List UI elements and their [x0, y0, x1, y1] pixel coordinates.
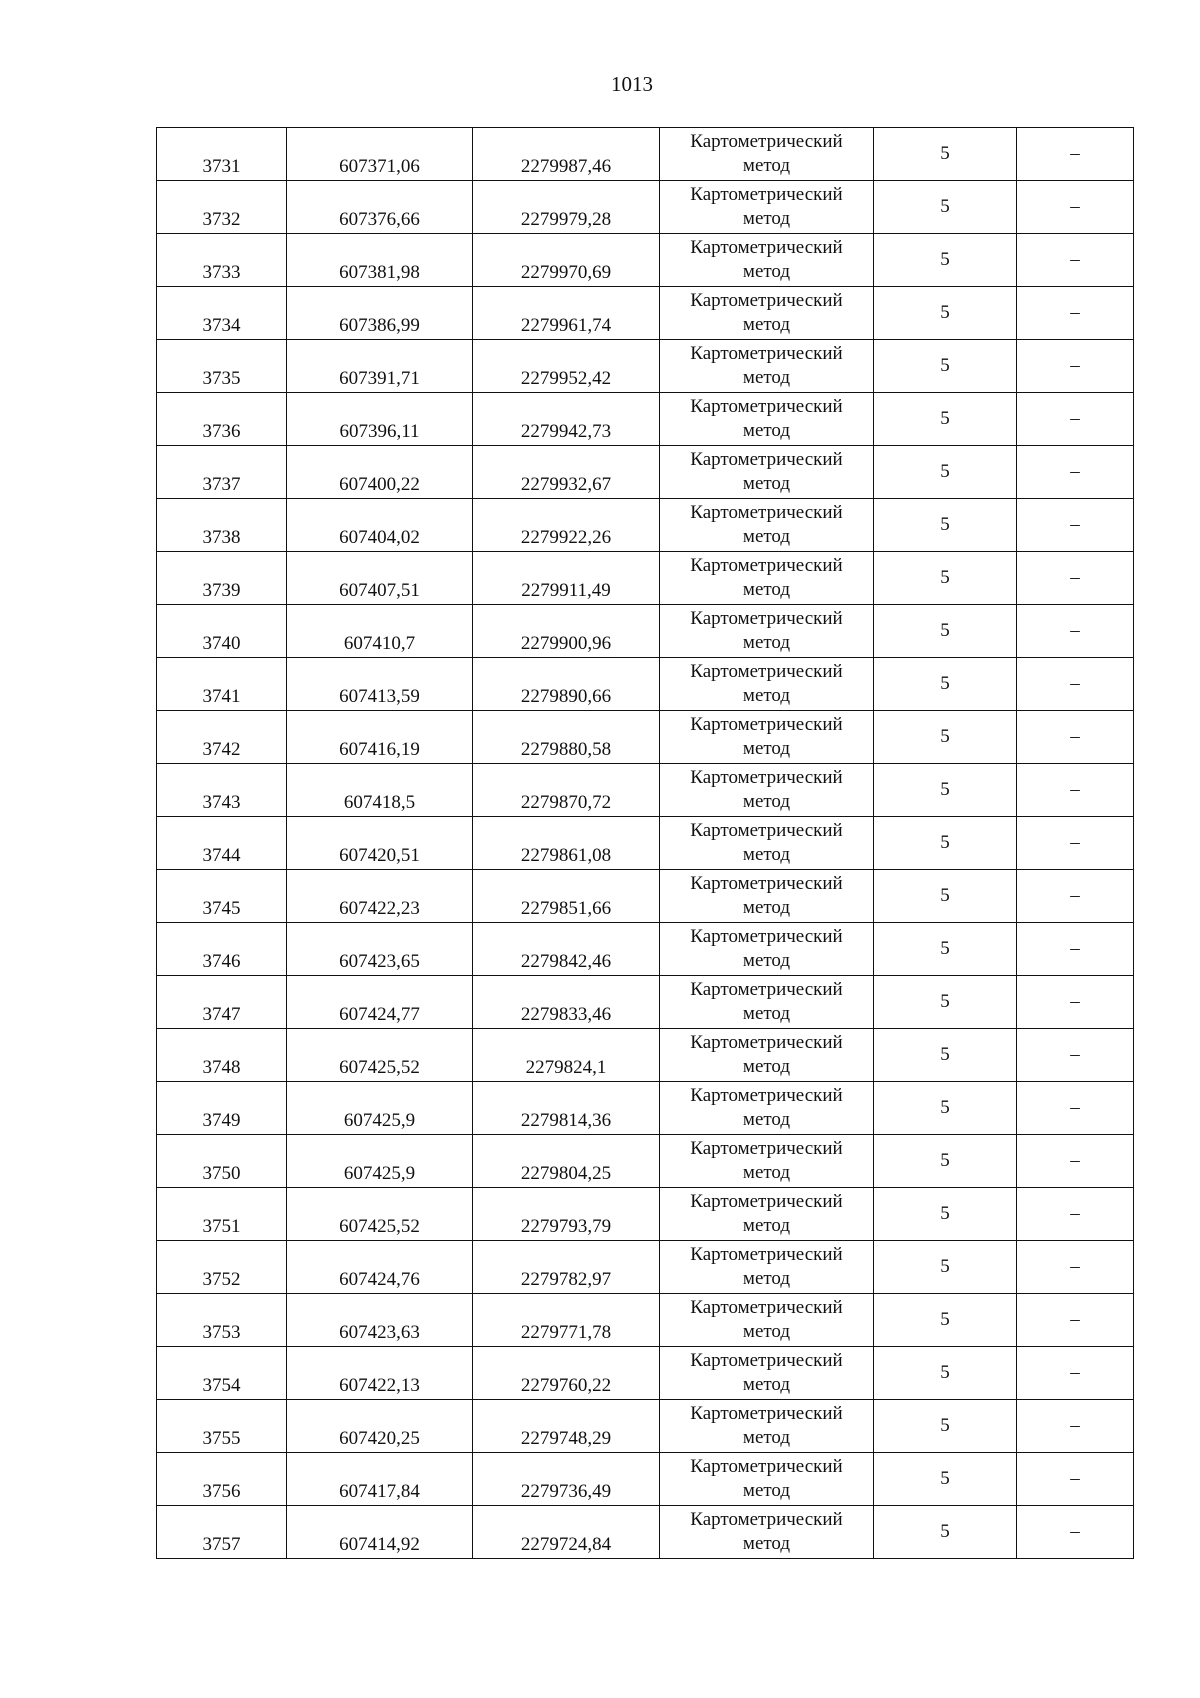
note-cell: –: [1017, 1294, 1134, 1347]
point-number-cell: 3756: [157, 1453, 287, 1506]
page-number: 1013: [611, 72, 653, 96]
x-coordinate-cell: 607422,23: [287, 870, 473, 923]
accuracy-cell: 5: [874, 1082, 1017, 1135]
note-cell: –: [1017, 340, 1134, 393]
method-cell: [660, 923, 874, 976]
x-coordinate-cell: 607391,71: [287, 340, 473, 393]
method-cell: [660, 234, 874, 287]
method-line-1: Картометрический: [690, 661, 843, 682]
accuracy-cell: 5: [874, 1453, 1017, 1506]
y-coordinate-cell: 2279970,69: [473, 234, 660, 287]
x-coordinate-cell: 607407,51: [287, 552, 473, 605]
method-cell: [660, 817, 874, 870]
note-cell: –: [1017, 976, 1134, 1029]
table-row: [157, 1029, 1134, 1082]
method-cell: [660, 1506, 874, 1559]
method-line-2: метод: [742, 1162, 791, 1183]
method-line-1: Картометрический: [690, 1509, 843, 1530]
method-cell: [660, 764, 874, 817]
note-cell: –: [1017, 1029, 1134, 1082]
y-coordinate-cell: 2279942,73: [473, 393, 660, 446]
y-coordinate-cell: 2279987,46: [473, 128, 660, 181]
y-coordinate-cell: 2279736,49: [473, 1453, 660, 1506]
table-row: [157, 817, 1134, 870]
point-number-cell: 3738: [157, 499, 287, 552]
y-coordinate-cell: 2279851,66: [473, 870, 660, 923]
x-coordinate-cell: 607424,77: [287, 976, 473, 1029]
method-cell: [660, 446, 874, 499]
point-number-cell: 3743: [157, 764, 287, 817]
table-row: [157, 499, 1134, 552]
table-row: [157, 1082, 1134, 1135]
method-line-2: метод: [742, 261, 791, 282]
method-cell: [660, 711, 874, 764]
point-number-cell: 3747: [157, 976, 287, 1029]
y-coordinate-cell: 2279890,66: [473, 658, 660, 711]
note-cell: –: [1017, 446, 1134, 499]
method-line-1: Картометрический: [690, 608, 843, 629]
x-coordinate-cell: 607423,63: [287, 1294, 473, 1347]
method-cell: [660, 1029, 874, 1082]
y-coordinate-cell: 2279922,26: [473, 499, 660, 552]
method-line-1: Картометрический: [690, 926, 843, 947]
method-line-1: Картометрический: [690, 767, 843, 788]
point-number-cell: 3742: [157, 711, 287, 764]
method-line-1: Картометрический: [690, 873, 843, 894]
accuracy-cell: 5: [874, 1347, 1017, 1400]
accuracy-cell: 5: [874, 923, 1017, 976]
method-line-2: метод: [742, 738, 791, 759]
point-number-cell: 3745: [157, 870, 287, 923]
method-cell: [660, 1241, 874, 1294]
table-row: [157, 1453, 1134, 1506]
y-coordinate-cell: 2279961,74: [473, 287, 660, 340]
table-row: [157, 1347, 1134, 1400]
accuracy-cell: 5: [874, 1241, 1017, 1294]
method-line-1: Картометрический: [690, 1403, 843, 1424]
note-cell: –: [1017, 234, 1134, 287]
accuracy-cell: 5: [874, 1135, 1017, 1188]
accuracy-cell: 5: [874, 1506, 1017, 1559]
accuracy-cell: 5: [874, 446, 1017, 499]
y-coordinate-cell: 2279842,46: [473, 923, 660, 976]
note-cell: –: [1017, 1400, 1134, 1453]
note-cell: –: [1017, 923, 1134, 976]
point-number-cell: 3746: [157, 923, 287, 976]
table-row: [157, 764, 1134, 817]
y-coordinate-cell: 2279861,08: [473, 817, 660, 870]
x-coordinate-cell: 607420,51: [287, 817, 473, 870]
method-cell: [660, 1082, 874, 1135]
x-coordinate-cell: 607424,76: [287, 1241, 473, 1294]
table-row: [157, 1294, 1134, 1347]
accuracy-cell: 5: [874, 658, 1017, 711]
note-cell: –: [1017, 1082, 1134, 1135]
point-number-cell: 3735: [157, 340, 287, 393]
accuracy-cell: 5: [874, 1029, 1017, 1082]
table-row: [157, 658, 1134, 711]
point-number-cell: 3741: [157, 658, 287, 711]
method-line-2: метод: [742, 1268, 791, 1289]
accuracy-cell: 5: [874, 128, 1017, 181]
method-line-2: метод: [742, 791, 791, 812]
note-cell: –: [1017, 1188, 1134, 1241]
point-number-cell: 3740: [157, 605, 287, 658]
method-line-2: метод: [742, 1321, 791, 1342]
y-coordinate-cell: 2279932,67: [473, 446, 660, 499]
method-cell: [660, 870, 874, 923]
method-line-2: метод: [742, 420, 791, 441]
method-line-1: Картометрический: [690, 237, 843, 258]
note-cell: –: [1017, 764, 1134, 817]
method-line-1: Картометрический: [690, 820, 843, 841]
x-coordinate-cell: 607376,66: [287, 181, 473, 234]
accuracy-cell: 5: [874, 499, 1017, 552]
table-row: [157, 1506, 1134, 1559]
y-coordinate-cell: 2279870,72: [473, 764, 660, 817]
method-line-1: Картометрический: [690, 1191, 843, 1212]
accuracy-cell: 5: [874, 234, 1017, 287]
x-coordinate-cell: 607423,65: [287, 923, 473, 976]
note-cell: –: [1017, 287, 1134, 340]
method-line-2: метод: [742, 473, 791, 494]
accuracy-cell: 5: [874, 976, 1017, 1029]
method-line-2: метод: [742, 1533, 791, 1554]
y-coordinate-cell: 2279880,58: [473, 711, 660, 764]
method-line-2: метод: [742, 367, 791, 388]
method-cell: [660, 340, 874, 393]
method-line-2: метод: [742, 208, 791, 229]
note-cell: –: [1017, 1453, 1134, 1506]
point-number-cell: 3739: [157, 552, 287, 605]
method-cell: [660, 1400, 874, 1453]
method-cell: [660, 1453, 874, 1506]
table-row: [157, 976, 1134, 1029]
point-number-cell: 3744: [157, 817, 287, 870]
x-coordinate-cell: 607381,98: [287, 234, 473, 287]
x-coordinate-cell: 607396,11: [287, 393, 473, 446]
table-row: [157, 870, 1134, 923]
point-number-cell: 3733: [157, 234, 287, 287]
method-line-2: метод: [742, 1374, 791, 1395]
x-coordinate-cell: 607418,5: [287, 764, 473, 817]
method-line-1: Картометрический: [690, 979, 843, 1000]
x-coordinate-cell: 607404,02: [287, 499, 473, 552]
method-line-2: метод: [742, 1056, 791, 1077]
method-line-1: Картометрический: [690, 1085, 843, 1106]
method-line-1: Картометрический: [690, 1456, 843, 1477]
method-line-2: метод: [742, 632, 791, 653]
table-row: [157, 128, 1134, 181]
accuracy-cell: 5: [874, 764, 1017, 817]
table-row: [157, 393, 1134, 446]
table-row: [157, 605, 1134, 658]
method-line-1: Картометрический: [690, 290, 843, 311]
y-coordinate-cell: 2279900,96: [473, 605, 660, 658]
point-number-cell: 3753: [157, 1294, 287, 1347]
table-row: [157, 446, 1134, 499]
note-cell: –: [1017, 711, 1134, 764]
table-row: [157, 1400, 1134, 1453]
table-row: [157, 711, 1134, 764]
method-line-1: Картометрический: [690, 714, 843, 735]
point-number-cell: 3734: [157, 287, 287, 340]
point-number-cell: 3748: [157, 1029, 287, 1082]
method-line-2: метод: [742, 685, 791, 706]
accuracy-cell: 5: [874, 817, 1017, 870]
table-row: [157, 1241, 1134, 1294]
method-line-2: метод: [742, 155, 791, 176]
table-row: [157, 1135, 1134, 1188]
method-cell: [660, 128, 874, 181]
accuracy-cell: 5: [874, 393, 1017, 446]
y-coordinate-cell: 2279814,36: [473, 1082, 660, 1135]
method-line-2: метод: [742, 897, 791, 918]
point-number-cell: 3755: [157, 1400, 287, 1453]
method-line-2: метод: [742, 1003, 791, 1024]
note-cell: –: [1017, 1241, 1134, 1294]
method-line-1: Картометрический: [690, 184, 843, 205]
y-coordinate-cell: 2279760,22: [473, 1347, 660, 1400]
x-coordinate-cell: 607420,25: [287, 1400, 473, 1453]
method-line-1: Картометрический: [690, 1138, 843, 1159]
y-coordinate-cell: 2279979,28: [473, 181, 660, 234]
coordinates-table-body: [157, 128, 1134, 1559]
method-line-1: Картометрический: [690, 343, 843, 364]
x-coordinate-cell: 607425,52: [287, 1188, 473, 1241]
method-cell: [660, 1294, 874, 1347]
note-cell: –: [1017, 605, 1134, 658]
method-cell: [660, 181, 874, 234]
method-line-1: Картометрический: [690, 449, 843, 470]
method-line-2: метод: [742, 1427, 791, 1448]
point-number-cell: 3736: [157, 393, 287, 446]
x-coordinate-cell: 607422,13: [287, 1347, 473, 1400]
x-coordinate-cell: 607386,99: [287, 287, 473, 340]
method-cell: [660, 1188, 874, 1241]
x-coordinate-cell: 607416,19: [287, 711, 473, 764]
table-row: [157, 340, 1134, 393]
method-line-2: метод: [742, 1215, 791, 1236]
method-cell: [660, 1135, 874, 1188]
point-number-cell: 3751: [157, 1188, 287, 1241]
x-coordinate-cell: 607425,52: [287, 1029, 473, 1082]
x-coordinate-cell: 607417,84: [287, 1453, 473, 1506]
x-coordinate-cell: 607425,9: [287, 1135, 473, 1188]
method-line-1: Картометрический: [690, 131, 843, 152]
note-cell: –: [1017, 1135, 1134, 1188]
point-number-cell: 3749: [157, 1082, 287, 1135]
note-cell: –: [1017, 658, 1134, 711]
method-line-1: Картометрический: [690, 1244, 843, 1265]
method-cell: [660, 658, 874, 711]
accuracy-cell: 5: [874, 552, 1017, 605]
x-coordinate-cell: 607371,06: [287, 128, 473, 181]
point-number-cell: 3757: [157, 1506, 287, 1559]
accuracy-cell: 5: [874, 1188, 1017, 1241]
table-row: [157, 234, 1134, 287]
note-cell: –: [1017, 817, 1134, 870]
method-cell: [660, 976, 874, 1029]
y-coordinate-cell: 2279793,79: [473, 1188, 660, 1241]
method-line-1: Картометрический: [690, 502, 843, 523]
method-line-1: Картометрический: [690, 555, 843, 576]
note-cell: –: [1017, 499, 1134, 552]
accuracy-cell: 5: [874, 181, 1017, 234]
table-row: [157, 923, 1134, 976]
note-cell: –: [1017, 870, 1134, 923]
y-coordinate-cell: 2279833,46: [473, 976, 660, 1029]
table-row: [157, 181, 1134, 234]
x-coordinate-cell: 607410,7: [287, 605, 473, 658]
y-coordinate-cell: 2279748,29: [473, 1400, 660, 1453]
method-cell: [660, 1347, 874, 1400]
accuracy-cell: 5: [874, 605, 1017, 658]
note-cell: –: [1017, 128, 1134, 181]
x-coordinate-cell: 607400,22: [287, 446, 473, 499]
y-coordinate-cell: 2279952,42: [473, 340, 660, 393]
note-cell: –: [1017, 552, 1134, 605]
note-cell: –: [1017, 393, 1134, 446]
method-line-1: Картометрический: [690, 1350, 843, 1371]
method-cell: [660, 499, 874, 552]
method-cell: [660, 287, 874, 340]
method-line-1: Картометрический: [690, 1032, 843, 1053]
note-cell: –: [1017, 1506, 1134, 1559]
point-number-cell: 3737: [157, 446, 287, 499]
point-number-cell: 3752: [157, 1241, 287, 1294]
accuracy-cell: 5: [874, 287, 1017, 340]
method-line-2: метод: [742, 844, 791, 865]
x-coordinate-cell: 607425,9: [287, 1082, 473, 1135]
method-cell: [660, 552, 874, 605]
method-line-2: метод: [742, 526, 791, 547]
method-line-1: Картометрический: [690, 396, 843, 417]
method-line-2: метод: [742, 1480, 791, 1501]
note-cell: –: [1017, 181, 1134, 234]
y-coordinate-cell: 2279804,25: [473, 1135, 660, 1188]
y-coordinate-cell: 2279911,49: [473, 552, 660, 605]
accuracy-cell: 5: [874, 1294, 1017, 1347]
x-coordinate-cell: 607414,92: [287, 1506, 473, 1559]
method-line-2: метод: [742, 950, 791, 971]
y-coordinate-cell: 2279824,1: [473, 1029, 660, 1082]
accuracy-cell: 5: [874, 340, 1017, 393]
y-coordinate-cell: 2279771,78: [473, 1294, 660, 1347]
point-number-cell: 3731: [157, 128, 287, 181]
note-cell: –: [1017, 1347, 1134, 1400]
point-number-cell: 3750: [157, 1135, 287, 1188]
method-line-2: метод: [742, 314, 791, 335]
table-row: [157, 287, 1134, 340]
method-cell: [660, 605, 874, 658]
y-coordinate-cell: 2279724,84: [473, 1506, 660, 1559]
accuracy-cell: 5: [874, 711, 1017, 764]
method-line-1: Картометрический: [690, 1297, 843, 1318]
point-number-cell: 3754: [157, 1347, 287, 1400]
point-number-cell: 3732: [157, 181, 287, 234]
x-coordinate-cell: 607413,59: [287, 658, 473, 711]
table-row: [157, 552, 1134, 605]
y-coordinate-cell: 2279782,97: [473, 1241, 660, 1294]
method-line-2: метод: [742, 579, 791, 600]
accuracy-cell: 5: [874, 870, 1017, 923]
table-row: [157, 1188, 1134, 1241]
accuracy-cell: 5: [874, 1400, 1017, 1453]
method-cell: [660, 393, 874, 446]
coordinates-table: [156, 127, 1134, 1559]
method-line-2: метод: [742, 1109, 791, 1130]
